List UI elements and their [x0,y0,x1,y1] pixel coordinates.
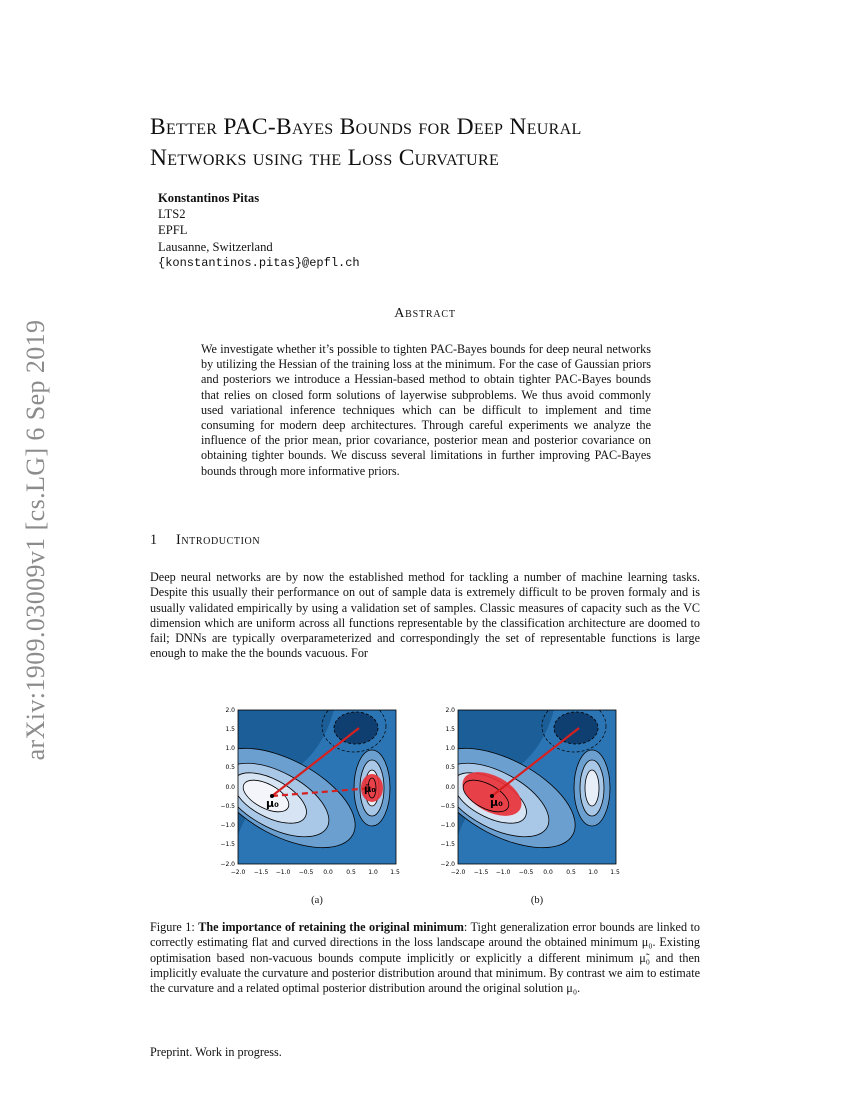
title-line-1: Better PAC-Bayes Bounds for Deep Neural [150,114,582,140]
ytick: 1.0 [445,745,455,752]
ytick: −2.0 [220,861,235,868]
xtick: −2.0 [230,869,246,876]
xtick: 0.0 [543,869,553,876]
ytick: −1.5 [220,841,235,848]
ytick: 2.0 [225,707,235,714]
ytick: 0.0 [225,784,235,791]
mu0-label-a: μ₀ [266,797,279,810]
section-heading [150,532,260,549]
ytick: 1.5 [225,726,235,733]
title-line-2: Networks using the Loss Curvature [150,145,500,171]
xtick: 0.5 [346,869,356,876]
ytick: 2.0 [445,707,455,714]
section-title: Introduction [176,532,261,548]
xtick: −0.5 [518,869,534,876]
author-email: {konstantinos.pitas}@epfl.ch [158,255,360,270]
caption-text: : Tight generalization error bounds are linked to correctly estimating flat and curved directions in the loss landscape around the obtained minimum μ₀. Existing optimisation based non-vacuous bounds compute implicitly or explicitly a different minimum μ̃₀ and then implicitly evaluate the curvature and posterior distribution around that minimum. By contrast we aim to estimate the curvature and a related optimal posterior distribution around the original solution μ₀. [150,920,700,996]
abstract-heading: Abstract [394,306,456,321]
ytick: −2.0 [440,861,455,868]
xtick: −1.0 [275,869,291,876]
paper-title [150,112,710,174]
ytick: 1.5 [445,726,455,733]
xtick: −0.5 [298,869,314,876]
xtick: 1.0 [588,869,598,876]
xtick: 1.0 [368,869,378,876]
arxiv-id-text: arXiv:1909.03009v1 [cs.LG] 6 Sep 2019 [21,319,50,761]
xtick: −1.5 [473,869,489,876]
y-axis-ticks-a [220,707,235,868]
abstract-body: We investigate whether it’s possible to tighten PAC-Bayes bounds for deep neural networks by utilizing the Hessian of the training loss at the minimum. For the case of Gaussian priors and posteriors we introduce a Hessian-based method to obtain tighter PAC-Bayes bounds that relies on closed form solutions of layerwise subproblems. We thus avoid commonly used variational inference techniques which can be difficult to implement and time consuming for modern deep architectures. Through careful experiments we analyze the influence of the prior mean, prior covariance, posterior mean and posterior covariance on obtaining tighter bounds. We discuss several limitations in further improving PAC-Bayes bounds through more informative priors. [201,342,651,478]
ytick: −1.0 [440,822,455,829]
subfigure-label-a: (a) [311,895,323,906]
author-name: Konstantinos Pitas [158,191,260,205]
author-location: Lausanne, Switzerland [158,239,273,254]
figure-caption [150,920,700,996]
ytick: −1.5 [440,841,455,848]
caption-prefix: Figure 1: [150,920,199,934]
xtick: 1.5 [390,869,400,876]
xtick: 1.5 [610,869,620,876]
intro-paragraph: Deep neural networks are by now the established method for tackling a number of machine learning tasks. Despite this usually their performance on out of sample data is extremely difficult to be proven formaly and is usually validated empirically by using a validation set of samples. Classic measures of capacity such as the VC dimension which are uniform across all functions representable by the classification architecture are doomed to fail; DNNs are typically overparameterized and correspondingly the set of representable functions is large enough to make the the bounds vacuous. For [150,570,700,661]
xtick: −1.5 [253,869,269,876]
xtick: −2.0 [450,869,466,876]
x-axis-ticks-a [231,869,400,876]
x-axis-ticks-b [451,869,620,876]
caption-bold: The importance of retaining the original minimum [198,920,464,934]
author-affiliation-inst: EPFL [158,223,188,238]
ytick: 0.5 [445,764,455,771]
section-number: 1 [150,532,158,548]
mu-tilde-label-a: μ̃₀ [364,784,376,795]
ytick: −0.5 [220,803,235,810]
ytick: 0.5 [225,764,235,771]
subfigure-label-b: (b) [530,895,544,906]
y-axis-ticks-b [440,707,455,868]
xtick: −1.0 [495,869,511,876]
ytick: −0.5 [440,803,455,810]
author-affiliation-lab: LTS2 [158,207,186,222]
xtick: 0.5 [566,869,576,876]
author-block [158,190,360,271]
preprint-note: Preprint. Work in progress. [150,1045,282,1059]
ytick: 1.0 [225,745,235,752]
mu0-label-b: μ₀ [490,796,503,809]
arxiv-identifier [16,305,56,775]
ytick: 0.0 [445,784,455,791]
contour-plot-b [434,706,616,868]
figure-panel-a [214,706,404,886]
xtick: 0.0 [323,869,333,876]
ytick: −1.0 [220,822,235,829]
figure-panel-b [434,706,624,886]
